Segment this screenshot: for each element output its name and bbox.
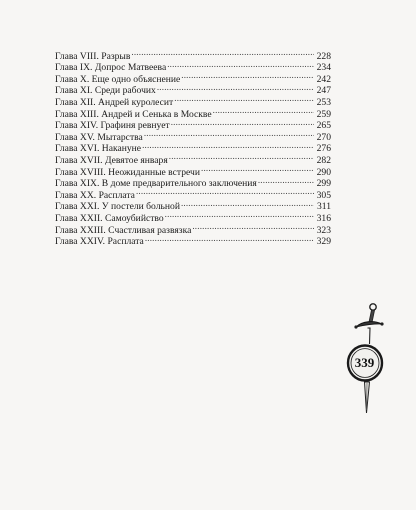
- toc-dot-leader: [213, 105, 314, 117]
- toc-entry-page: 270: [316, 131, 331, 143]
- toc-dot-leader: [171, 117, 314, 129]
- toc-entry-page: 282: [316, 154, 331, 166]
- toc-entry-page: 228: [316, 50, 331, 62]
- toc-dot-leader: [174, 93, 314, 105]
- toc-dot-leader: [145, 233, 314, 245]
- toc-entry-title: Глава XII. Андрей куролесит: [55, 96, 174, 108]
- toc-entry-page: 253: [316, 96, 331, 108]
- toc-entry-page: 247: [316, 85, 331, 97]
- toc-dot-leader: [131, 47, 314, 59]
- toc-entry-title: Глава X. Еще одно объяснение: [55, 73, 181, 85]
- toc-dot-leader: [258, 175, 314, 187]
- toc-dot-leader: [165, 209, 314, 221]
- toc-entry-page: 276: [316, 143, 331, 155]
- toc-entry-title: Глава XIV. Графиня ревнует: [55, 120, 170, 132]
- toc-dot-leader: [142, 140, 314, 152]
- toc-entry-title: Глава IX. Допрос Матвеева: [55, 62, 167, 74]
- toc-entry-title: Глава XIX. В доме предварительного заключения: [55, 178, 257, 190]
- toc-dot-leader: [192, 221, 314, 233]
- page-number: 339: [354, 355, 375, 370]
- toc-entry-page: 299: [316, 178, 331, 190]
- toc-dot-leader: [201, 163, 314, 175]
- toc-entry-title: Глава XIII. Андрей и Сенька в Москве: [55, 108, 212, 120]
- toc-entry-page: 242: [316, 73, 331, 85]
- toc-entry-title: Глава VIII. Разрыв: [55, 50, 131, 62]
- toc-entry-title: Глава XI. Среди рабочих: [55, 85, 156, 97]
- toc-entry-title: Глава XVI. Накануне: [55, 143, 142, 155]
- toc-entry-title: Глава XX. Расплата: [55, 189, 135, 201]
- toc-dot-leader: [167, 59, 314, 71]
- toc-entry-title: Глава XXIII. Счастливая развязка: [55, 224, 192, 236]
- toc-dot-leader: [136, 186, 314, 198]
- toc-entry: [55, 47, 331, 62]
- toc-entry-page: 316: [316, 212, 331, 224]
- toc-entry-page: 305: [316, 189, 331, 201]
- toc-entry-page: 323: [316, 224, 331, 236]
- toc-dot-leader: [169, 151, 314, 163]
- toc-entry-page: 329: [316, 236, 331, 248]
- toc-entry-page: 259: [316, 108, 331, 120]
- toc-entry-title: Глава XXI. У постели больной: [55, 201, 180, 213]
- toc-entry-title: Глава XV. Мытарства: [55, 131, 143, 143]
- toc-entry-title: Глава XVII. Девятое января: [55, 154, 168, 166]
- toc-dot-leader: [144, 128, 314, 140]
- toc-dot-leader: [181, 198, 314, 210]
- toc-entry-title: Глава XXIV. Расплата: [55, 236, 144, 248]
- toc-entry-page: 290: [316, 166, 331, 178]
- toc-entry-title: Глава XVIII. Неожиданные встречи: [55, 166, 201, 178]
- toc-entry-page: 234: [316, 62, 331, 74]
- toc-dot-leader: [181, 70, 314, 82]
- table-of-contents: [55, 47, 331, 248]
- toc-dot-leader: [157, 82, 314, 94]
- toc-entry-title: Глава XXII. Самоубийство: [55, 212, 164, 224]
- toc-entry-page: 311: [316, 201, 331, 213]
- toc-entry-page: 265: [316, 120, 331, 132]
